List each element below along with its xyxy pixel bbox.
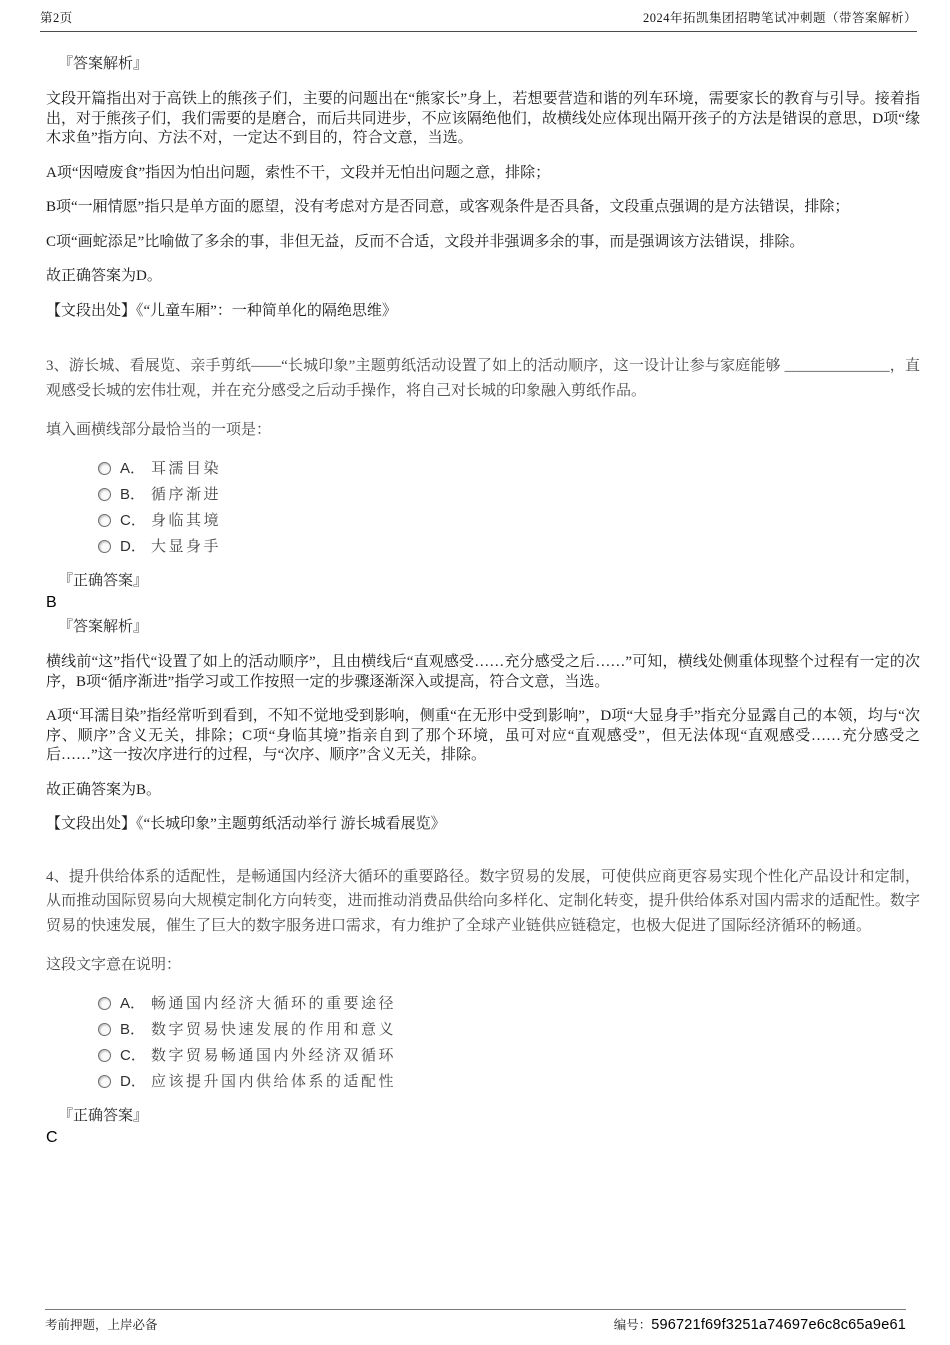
radio-button-d[interactable]: [98, 540, 111, 553]
source-reference: 【文段出处】《“长城印象”主题剪纸活动举行 游长城看展览》: [46, 816, 446, 832]
question-3-stem: 3、游长城、看展览、亲手剪纸——“长城印象”主题剪纸活动设置了如上的活动顺序，这一设计让参与家庭能够 ______________，直观感受长城的宏伟壮观，并在充分感受之后动手操作，将自己对长城的印象融入剪纸作品。: [46, 358, 920, 399]
option-text: 大显身手: [151, 538, 222, 555]
analysis-conclusion: 故正确答案为B。: [46, 781, 162, 798]
question-3: [46, 354, 920, 835]
option-letter: C．: [120, 511, 146, 529]
serial-label: 编号：: [613, 1318, 652, 1332]
option-text: 耳濡目染: [151, 460, 222, 477]
document-title: 2024年拓凯集团招聘笔试冲刺题（带答案解析）: [642, 11, 917, 25]
serial-number: 596721f69f3251a74697e6c8c65a9e61: [651, 1317, 906, 1333]
question-4-prompt: 这段文字意在说明：: [46, 957, 182, 973]
option-letter: A．: [120, 994, 146, 1012]
analysis-label: 『答案解析』: [58, 619, 149, 635]
radio-button-a[interactable]: [98, 997, 111, 1010]
analysis-paragraph: 文段开篇指出对于高铁上的熊孩子们，主要的问题出在“熊家长”身上，若想要营造和谐的列车环境，需要家长的教育与引导。接着指出，对于熊孩子们，我们需要的是磨合，而后共同进步，不应该隔绝他们，故横线处应体现出隔开孩子的方法是错误的意思，D项“缘木求鱼”指方向、方法不对，一定达不到目的，符合文意，当选。: [46, 91, 920, 146]
analysis-paragraph: 横线前“这”指代“设置了如上的活动顺序”，且由横线后“直观感受……充分感受之后……”可知，横线处侧重体现整个过程有一定的次序，B项“循序渐进”指学习或工作按照一定的步骤逐渐深入或提高，符合文意，当选。: [46, 654, 920, 690]
option-text: 畅通国内经济大循环的重要途径: [151, 995, 397, 1012]
option-row-c[interactable]: [98, 1041, 920, 1067]
option-letter: C．: [120, 1046, 146, 1064]
question-3-prompt: 填入画横线部分最恰当的一项是：: [46, 422, 272, 438]
correct-answer-value: B: [46, 594, 57, 611]
correct-answer-label: 『正确答案』: [58, 573, 149, 589]
option-text: 数字贸易快速发展的作用和意义: [151, 1021, 397, 1038]
radio-button-c[interactable]: [98, 1049, 111, 1062]
question-4-stem: 4、提升供给体系的适配性，是畅通国内经济大循环的重要路径。数字贸易的发展，可使供应商更容易实现个性化产品设计和定制，从而推动国际贸易向大规模定制化方向转变，进而推动消费品供给向多样化、定制化转变，提升供给体系对国内需求的适配性。数字贸易的快速发展，催生了巨大的数字服务进口需求，有力维护了全球产业链供应链稳定，也极大促进了国际经济循环的畅通。: [46, 868, 920, 934]
radio-button-b[interactable]: [98, 1023, 111, 1036]
page-number: 第2页: [40, 11, 73, 25]
option-letter: A．: [120, 459, 146, 477]
footer-serial: [614, 1315, 906, 1333]
radio-button-c[interactable]: [98, 514, 111, 527]
option-row-a[interactable]: [98, 454, 920, 480]
source-reference: 【文段出处】《“儿童车厢”：一种简单化的隔绝思维》: [46, 302, 397, 319]
option-row-d[interactable]: [98, 1067, 920, 1093]
option-text: 身临其境: [151, 512, 222, 529]
page-header: [40, 8, 917, 32]
option-text: 应该提升国内供给体系的适配性: [151, 1073, 397, 1090]
option-row-c[interactable]: [98, 506, 920, 532]
question-3-options: [98, 454, 920, 558]
radio-button-a[interactable]: [98, 462, 111, 475]
option-row-d[interactable]: [98, 532, 920, 558]
correct-answer-label: 『正确答案』: [58, 1108, 149, 1124]
question-4: [46, 865, 920, 1149]
option-text: 数字贸易畅通国内外经济双循环: [151, 1047, 397, 1064]
document-body: [46, 44, 920, 1148]
correct-answer-value: C: [46, 1129, 58, 1146]
analysis-paragraph: C项“画蛇添足”比喻做了多余的事，非但无益，反而不合适，文段并非强调多余的事，而是强调该方法错误，排除。: [46, 233, 805, 250]
radio-button-d[interactable]: [98, 1075, 111, 1088]
footer-slogan: 考前押题，上岸必备: [45, 1318, 158, 1332]
option-letter: B．: [120, 1020, 146, 1038]
option-row-b[interactable]: [98, 480, 920, 506]
option-row-a[interactable]: [98, 989, 920, 1015]
option-row-b[interactable]: [98, 1015, 920, 1041]
question-4-options: [98, 989, 920, 1093]
analysis-conclusion: 故正确答案为D。: [46, 268, 162, 284]
analysis-label: 『答案解析』: [58, 56, 149, 72]
option-letter: B．: [120, 485, 146, 503]
option-text: 循序渐进: [151, 486, 222, 503]
analysis-paragraph: A项“因噎废食”指因为怕出问题，索性不干，文段并无怕出问题之意，排除；: [46, 164, 551, 181]
analysis-paragraph: A项“耳濡目染”指经常听到看到，不知不觉地受到影响，侧重“在无形中受到影响”，D项“大显身手”指充分显露自己的本领，均与“次序、顺序”含义无关，排除；C项“身临其境”指亲自到了那个环境，虽可对应“直观感受”，但无法体现“直观感受……充分感受之后……”这一按次序进行的过程，与“次序、顺序”含义无关，排除。: [46, 708, 920, 763]
analysis-paragraph: B项“一厢情愿”指只是单方面的愿望，没有考虑对方是否同意，或客观条件是否具备，文段重点强调的是方法错误，排除；: [46, 199, 850, 215]
option-letter: D．: [120, 1072, 146, 1090]
option-letter: D．: [120, 537, 146, 555]
radio-button-b[interactable]: [98, 488, 111, 501]
page-footer: [45, 1309, 906, 1333]
